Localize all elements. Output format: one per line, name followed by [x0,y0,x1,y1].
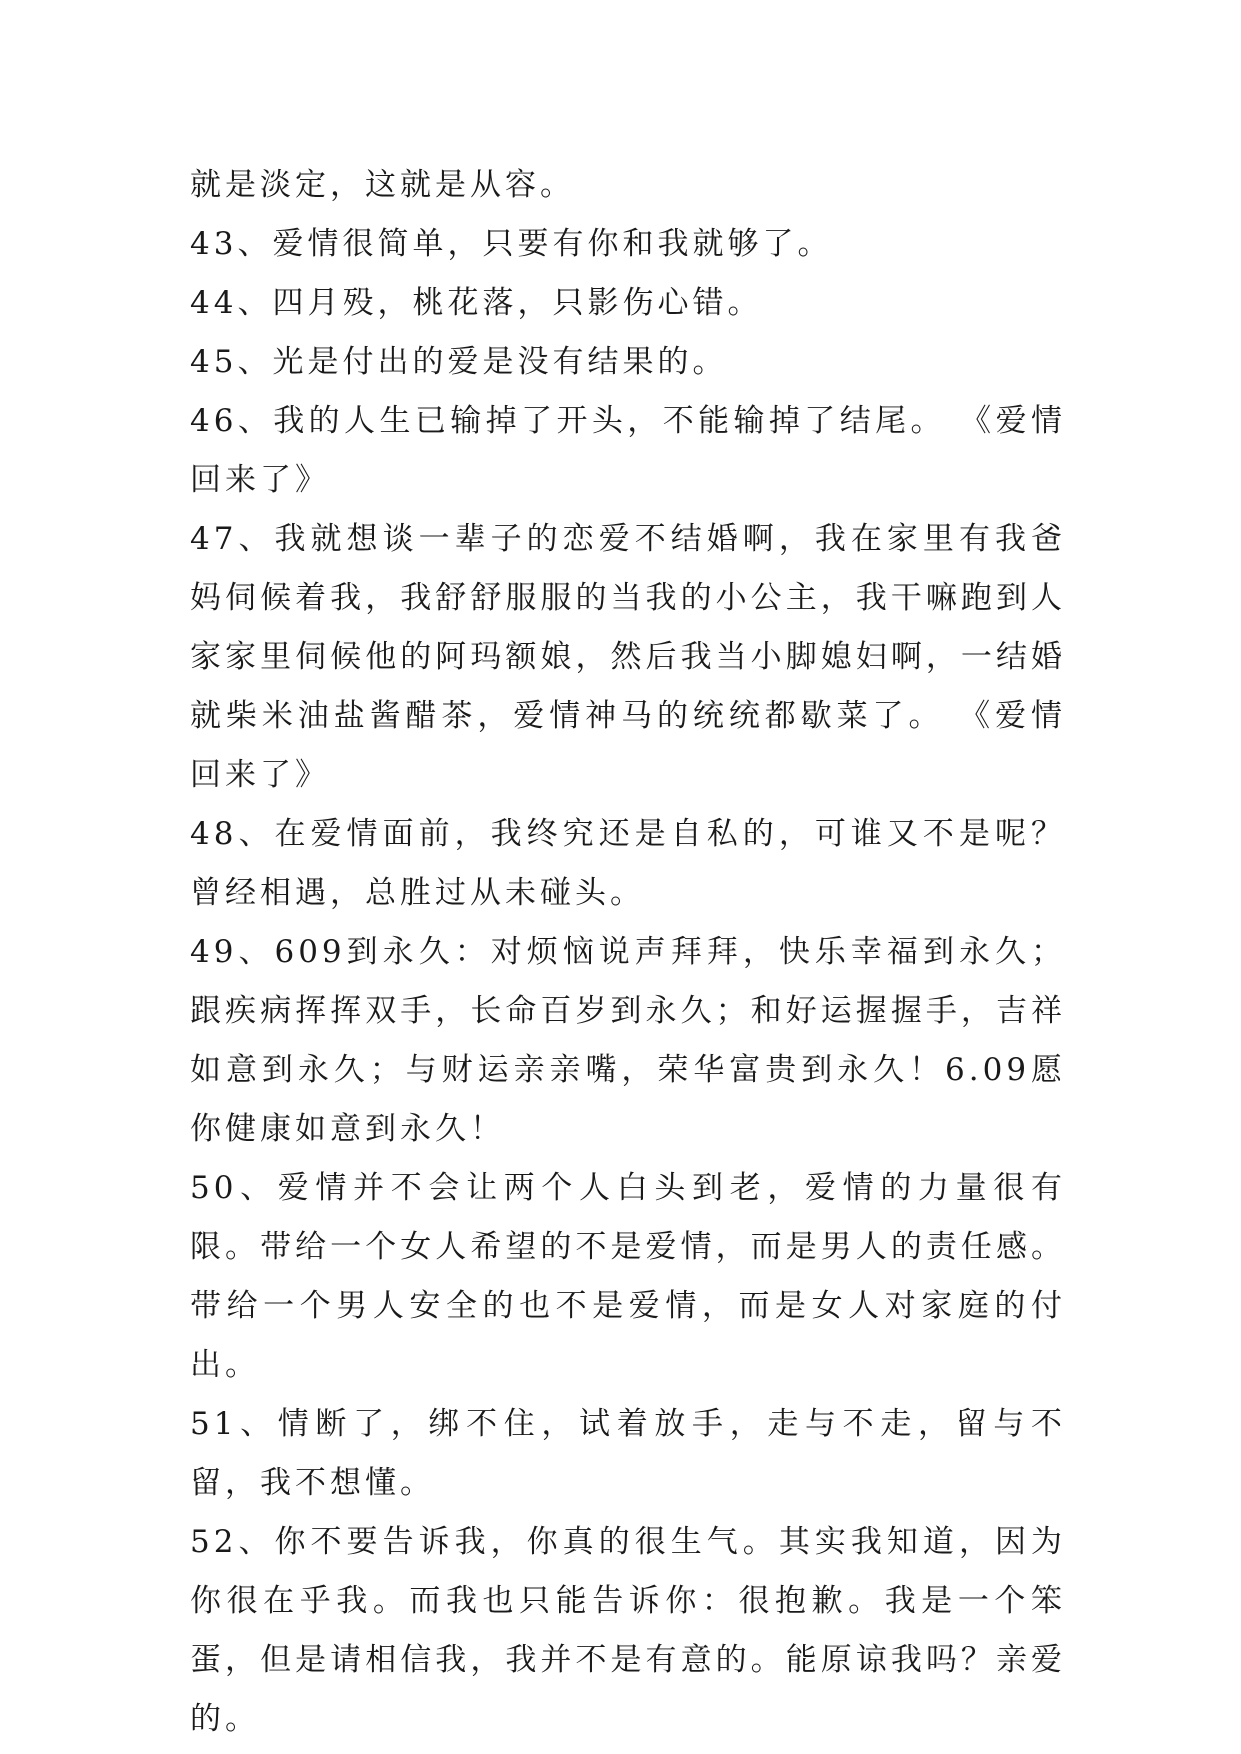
entry-52: 52、你不要告诉我，你真的很生气。其实我知道，因为你很在乎我。而我也只能告诉你：很抱歉。我是一个笨蛋，但是请相信我，我并不是有意的。能原谅我吗？亲爱的。 [190,1524,1066,1737]
entry-47: 47、我就想谈一辈子的恋爱不结婚啊，我在家里有我爸妈伺候着我，我舒舒服服的当我的小公主，我干嘛跑到人家家里伺候他的阿玛额娘，然后我当小脚媳妇啊，一结婚就柴米油盐酱醋茶，爱情神马的统统都歇菜了。 《爱情回来了》 [190,521,1066,793]
entry-46: 46、我的人生已输掉了开头，不能输掉了结尾。 《爱情回来了》 [190,403,1066,498]
entry-49: 49、609到永久：对烦恼说声拜拜，快乐幸福到永久；跟疾病挥挥双手，长命百岁到永久；和好运握握手，吉祥如意到永久；与财运亲亲嘴，荣华富贵到永久！6.09愿你健康如意到永久！ [190,934,1066,1147]
entry-51: 51、情断了，绑不住，试着放手，走与不走，留与不留，我不想懂。 [190,1406,1066,1501]
entry-continuation: 就是淡定，这就是从容。 [190,167,575,203]
entry-48: 48、在爱情面前，我终究还是自私的，可谁又不是呢？曾经相遇，总胜过从未碰头。 [190,816,1066,911]
entry-44: 44、四月殁，桃花落，只影伤心错。 [190,285,763,321]
entry-43: 43、爱情很简单，只要有你和我就够了。 [190,226,833,262]
document-body [190,156,1066,1749]
entry-45: 45、光是付出的爱是没有结果的。 [190,344,728,380]
entry-50: 50、爱情并不会让两个人白头到老，爱情的力量很有限。带给一个女人希望的不是爱情，而是男人的责任感。带给一个男人安全的也不是爱情，而是女人对家庭的付出。 [190,1170,1066,1383]
